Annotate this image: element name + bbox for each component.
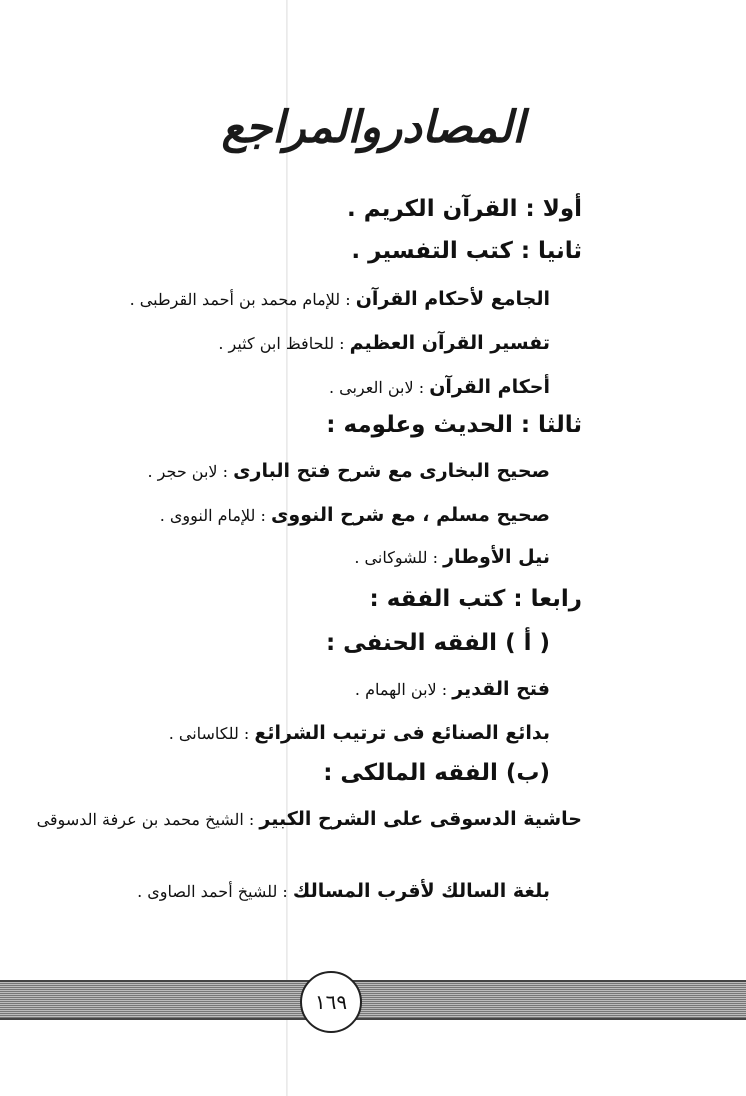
reference-entry [0,800,582,839]
section-heading-quran: أولا : القرآن الكريم . [346,196,582,222]
section-heading-hadith: ثالثا : الحديث وعلومه : [326,412,582,438]
book-title: صحيح مسلم ، مع شرح النووى [270,504,550,526]
book-title: أحكام القرآن [429,376,550,398]
book-title: بلغة السالك لأقرب المسالك [292,880,550,902]
book-author: : لابن حجر . [147,462,234,481]
book-title: فتح القدير [452,678,550,700]
footer-band [0,980,746,1020]
reference-entry [169,722,550,744]
book-author: : للحافظ ابن كثير . [218,334,350,353]
book-author: : لابن العربى . [328,378,430,397]
book-title: نيل الأوطار [443,546,550,568]
reference-entry [218,332,550,354]
reference-entry [160,504,550,526]
book-author: : لابن الهمام . [354,680,453,699]
reference-entry [355,678,550,700]
subsection-heading-maliki: (ب) الفقه المالكى : [323,760,550,786]
book-author: : الشيخ محمد بن عرفة الدسوقى [36,810,260,829]
book-author: : للإمام محمد بن أحمد القرطبى . [129,290,356,309]
page-number-text: ١٦٩ [314,990,348,1014]
page-title: المصادروالمراجع [221,102,525,153]
reference-entry [147,460,550,482]
book-author: : للشيخ أحمد الصاوى . [137,882,293,901]
book-title: صحيح البخارى مع شرح فتح البارى [233,460,550,482]
subsection-heading-hanafi: ( أ ) الفقه الحنفى : [325,630,550,656]
reference-entry [329,376,550,398]
reference-entry [354,546,550,568]
book-title: الجامع لأحكام القرآن [355,288,550,310]
book-author: : للإمام النووى . [159,506,271,525]
page-number [300,971,362,1033]
reference-entry [130,288,550,310]
book-title: حاشية الدسوقى على الشرح الكبير [259,808,582,830]
book-author: : للكاسانى . [168,724,255,743]
section-heading-fiqh: رابعا : كتب الفقه : [369,586,582,612]
book-title: بدائع الصنائع فى ترتيب الشرائع [254,722,550,744]
book-author: : للشوكانى . [354,548,444,567]
page-fold-shadow [286,0,288,1096]
book-title: تفسير القرآن العظيم [349,332,550,354]
reference-entry [137,880,550,902]
section-heading-tafsir: ثانيا : كتب التفسير . [351,238,582,264]
